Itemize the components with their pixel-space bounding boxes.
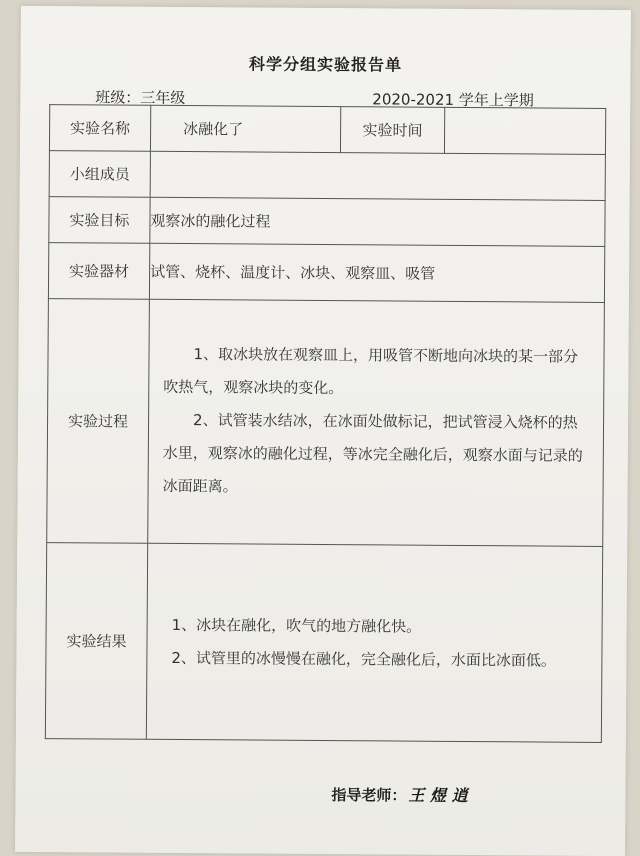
label-experiment-time: 实验时间 xyxy=(340,107,444,154)
page-title: 科学分组实验报告单 xyxy=(248,54,403,75)
value-goal: 观察冰的融化过程 xyxy=(150,197,605,246)
value-equipment: 试管、烧杯、温度计、冰块、观察皿、吸管 xyxy=(149,243,604,302)
teacher-label: 指导老师： xyxy=(331,786,407,805)
value-process xyxy=(148,299,605,546)
result-item-1: 1、冰块在融化，吹气的地方融化快。 xyxy=(171,615,422,636)
report-sheet xyxy=(15,6,631,856)
row-result xyxy=(45,543,602,743)
row-process xyxy=(47,299,605,547)
value-experiment-name: 冰融化了 xyxy=(150,105,340,152)
process-steps xyxy=(148,338,603,506)
class-info: 班级：三年级 xyxy=(95,88,186,108)
process-step-1: 1、取冰块放在观察皿上，用吸管不断地向冰块的某一部分吹热气，观察冰块的变化。 xyxy=(163,345,579,398)
row-members xyxy=(49,151,605,201)
teacher-line xyxy=(331,782,467,806)
value-experiment-time xyxy=(444,107,605,154)
label-equipment: 实验器材 xyxy=(48,243,149,300)
row-equipment xyxy=(48,243,604,303)
process-step-2: 2、试管装水结冰，在冰面处做标记，把试管浸入烧杯的热水里，观察冰的融化过程，等冰完全融化后，观察水面与记录的冰面距离。 xyxy=(162,411,583,496)
label-experiment-name: 实验名称 xyxy=(49,105,150,152)
label-members: 小组成员 xyxy=(49,151,150,198)
label-goal: 实验目标 xyxy=(49,197,150,244)
row-goal xyxy=(49,197,605,247)
report-table xyxy=(45,104,606,743)
term-info: 2020-2021 学年上学期 xyxy=(372,90,534,110)
result-item-2: 2、试管里的冰慢慢在融化，完全融化后，水面比冰面低。 xyxy=(171,648,557,670)
result-items xyxy=(147,608,601,677)
value-result xyxy=(146,543,602,742)
label-result: 实验结果 xyxy=(45,543,147,740)
row-experiment-name xyxy=(49,105,605,155)
label-process: 实验过程 xyxy=(47,299,150,544)
teacher-signature: 王 煜 逍 xyxy=(408,785,468,806)
value-members xyxy=(150,151,605,200)
